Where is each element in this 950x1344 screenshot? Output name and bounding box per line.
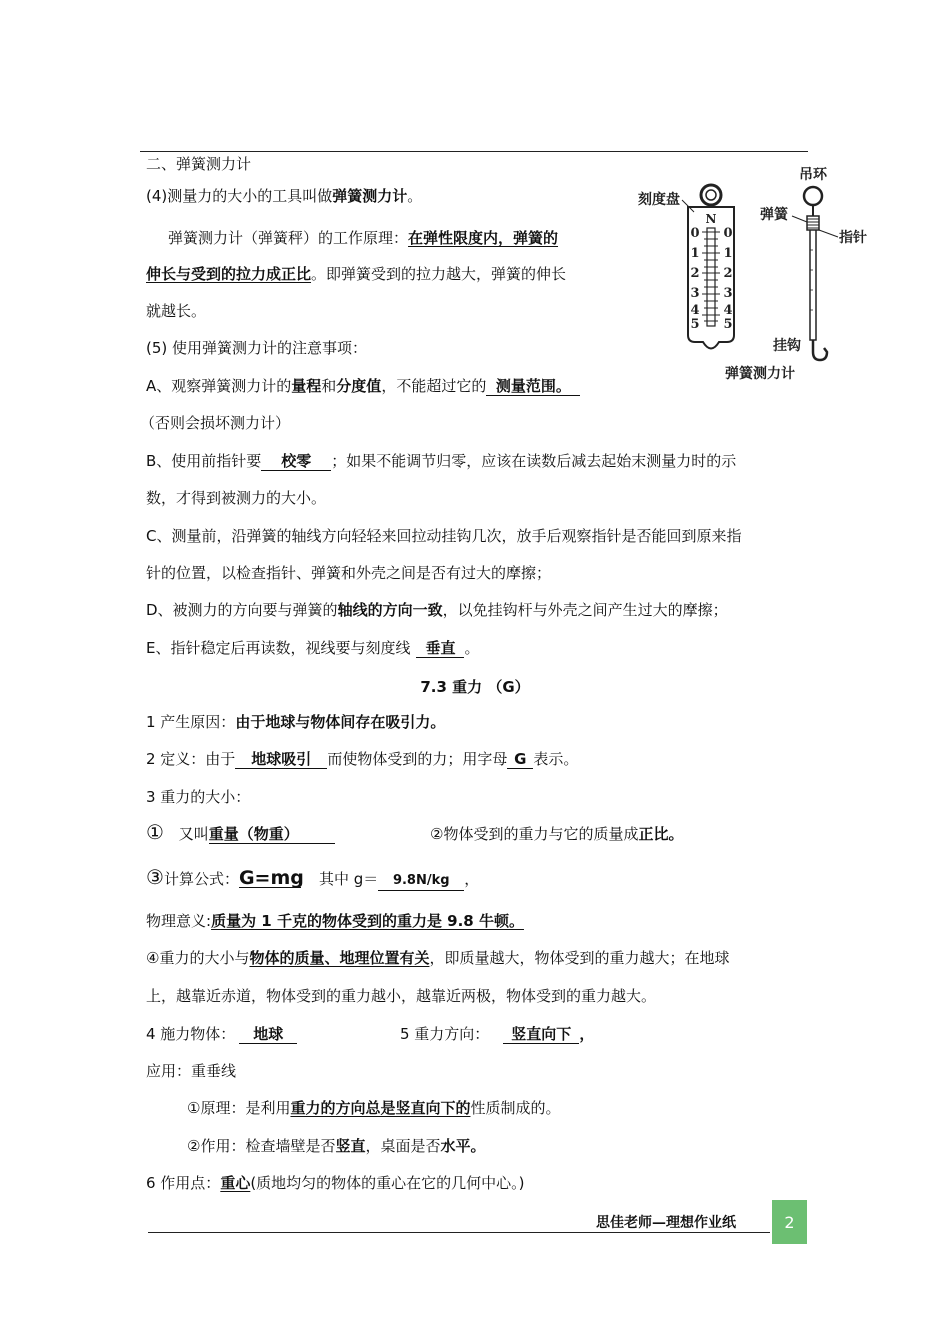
gravity-3-3-prefix: 计算公式：	[163, 870, 239, 888]
meaning-prefix: 物理意义:	[146, 912, 212, 930]
gravity-meaning	[146, 911, 524, 931]
page-number: 2	[772, 1200, 807, 1244]
gravity-2	[146, 749, 578, 769]
scale-right-5: 5	[723, 317, 733, 332]
item-d	[146, 600, 728, 620]
gravity-6-suffix: (质地均匀的物体的重心在它的几何中心。)	[250, 1174, 525, 1192]
gravity-2-blank-g: G	[507, 750, 533, 769]
scale-right-4: 4	[723, 303, 733, 318]
spring-label: 弹簧	[760, 207, 788, 223]
application-2-mid: ，桌面是否	[365, 1137, 441, 1155]
gravity-3-2	[430, 824, 683, 844]
p4-line	[146, 186, 422, 206]
scale-left-2: 2	[690, 266, 700, 281]
gravity-3-4-line2: 上，越靠近赤道，物体受到的重力越小，越靠近两极，物体受到的重力越大。	[146, 987, 657, 1005]
item-d-suffix: ，以免挂钩杆与外壳之间产生过大的摩擦；	[442, 601, 728, 619]
gravity-3-4-prefix: ④重力的大小与	[146, 949, 250, 967]
top-rule	[140, 151, 808, 152]
item-b-suffix: ；如果不能调节归零，应该在读数后减去起始末测量力时的示	[331, 452, 737, 470]
p4-prefix: (4)测量力的大小的工具叫做	[146, 187, 333, 205]
footer-text: 思佳老师—理想作业纸	[596, 1215, 736, 1231]
scale-right-1: 1	[723, 246, 733, 261]
item-a	[146, 376, 580, 396]
section-7-3-title: 7.3 重力 （G）	[420, 678, 530, 696]
gravity-4	[146, 1024, 297, 1044]
application-1-suffix: 性质制成的。	[470, 1099, 561, 1117]
item-a-range: 量程	[291, 377, 322, 395]
principle-line3: 就越长。	[146, 302, 207, 320]
item-a-prefix: A、观察弹簧测力计的	[146, 377, 292, 395]
gravity-4-blank: 地球	[239, 1025, 297, 1044]
gravity-6	[146, 1173, 525, 1193]
application-1	[187, 1098, 560, 1118]
application-1-prefix: ①原理：是利用	[187, 1099, 291, 1117]
application-2-vertical: 竖直	[335, 1137, 366, 1155]
principle-prefix: 弹簧测力计（弹簧秤）的工作原理：	[168, 229, 409, 247]
item-a-division: 分度值	[336, 377, 382, 395]
application-title: 应用：重垂线	[146, 1062, 237, 1080]
scale-left-1: 1	[690, 246, 700, 261]
scale-left-4: 4	[690, 303, 700, 318]
item-e-suffix: 。	[464, 639, 480, 657]
scale-left-5: 5	[690, 317, 700, 332]
application-2-horizontal: 水平。	[440, 1137, 486, 1155]
scale-right-2: 2	[723, 266, 733, 281]
item-d-bold: 轴线的方向一致	[337, 601, 443, 619]
gravity-1-prefix: 1 产生原因：	[146, 713, 236, 731]
gravity-3-1-blank: 重量（物重）	[209, 825, 335, 844]
item-b-blank: 校零	[261, 452, 331, 471]
circled-1: ①	[146, 820, 164, 844]
gravity-5	[400, 1024, 594, 1044]
item-a-mid: 和	[321, 377, 337, 395]
gravity-g-value: 9.8N/kg	[378, 872, 464, 891]
spring-scale-figure	[632, 160, 882, 385]
gravity-3-4-line1	[146, 948, 729, 968]
application-2-prefix: ②作用：检查墙壁是否	[187, 1137, 336, 1155]
gravity-5-suffix: ，	[579, 1025, 595, 1043]
gravity-3-3	[146, 867, 479, 891]
item-a-note: （否则会损坏测力计）	[140, 414, 291, 432]
item-b-prefix: B、使用前指针要	[146, 452, 262, 470]
principle-bold-1: 在弹性限度内，弹簧的	[408, 229, 559, 247]
spring-scale-side-drawing	[804, 187, 827, 360]
gravity-3-4-suffix: ，即质量越大，物体受到的重力越大；在地球	[429, 949, 730, 967]
gravity-2-blank: 地球吸引	[235, 750, 327, 769]
gravity-3-1-prefix: 又叫	[178, 825, 209, 843]
gravity-formula: G=mg	[238, 867, 304, 889]
gravity-3-3-mid: 其中 g＝	[318, 870, 379, 888]
item-e-blank: 垂直	[416, 639, 464, 658]
dial-label: 刻度盘	[638, 192, 680, 208]
principle-suffix: 。即弹簧受到的拉力越大，弹簧的伸长	[311, 265, 567, 283]
item-e-prefix: E、指针稳定后再读数，视线要与刻度线	[146, 639, 411, 657]
pointer-label: 指针	[839, 230, 867, 246]
item-c-line1: C、测量前，沿弹簧的轴线方向轻轻来回拉动挂钩几次，放手后观察指针是否能回到原来指	[146, 527, 742, 545]
gravity-3-4-bold: 物体的质量、地理位置有关	[249, 949, 430, 967]
scale-right-0: 0	[723, 226, 733, 241]
scale-left-3: 3	[690, 286, 700, 301]
unit-label: N	[705, 212, 717, 226]
gravity-6-prefix: 6 作用点：	[146, 1174, 221, 1192]
gravity-3-3-suffix: ，	[464, 870, 480, 888]
gravity-2-suffix: 表示。	[533, 750, 579, 768]
gravity-1	[146, 712, 445, 732]
gravity-6-bold: 重心	[220, 1174, 251, 1192]
ring-label: 吊环	[799, 167, 827, 183]
principle-line2	[146, 264, 566, 284]
figure-caption: 弹簧测力计	[725, 366, 795, 382]
p4-suffix: 。	[407, 187, 423, 205]
gravity-3-1	[146, 822, 335, 844]
gravity-4-prefix: 4 施力物体：	[146, 1025, 236, 1043]
application-1-bold: 重力的方向总是竖直向下的	[290, 1099, 471, 1117]
item-b-line2: 数，才得到被测力的大小。	[146, 489, 327, 507]
gravity-5-prefix: 5 重力方向：	[400, 1025, 490, 1043]
gravity-3: 3 重力的大小：	[146, 788, 251, 806]
item-a-mid2: ，不能超过它的	[381, 377, 487, 395]
item-d-prefix: D、被测力的方向要与弹簧的	[146, 601, 338, 619]
item-b-line1	[146, 451, 736, 471]
item-e	[146, 638, 480, 658]
gravity-1-bold: 由于地球与物体间存在吸引力。	[235, 713, 446, 731]
application-2	[187, 1136, 486, 1156]
gravity-2-mid: 而使物体受到的力；用字母	[327, 750, 508, 768]
circled-3: ③	[146, 865, 164, 889]
principle-bold-2: 伸长与受到的拉力成正比	[146, 265, 312, 283]
p4-term: 弹簧测力计	[332, 187, 408, 205]
gravity-5-blank: 竖直向下	[503, 1025, 579, 1044]
gravity-2-prefix: 2 定义：由于	[146, 750, 236, 768]
scale-right-3: 3	[723, 286, 733, 301]
principle-line1	[168, 228, 558, 248]
item-a-blank: 测量范围。	[486, 377, 580, 396]
gravity-3-2-bold: 正比。	[638, 825, 684, 843]
scale-left-0: 0	[690, 226, 700, 241]
hook-label: 挂钩	[773, 338, 801, 354]
footer-rule	[148, 1232, 770, 1233]
item-c-line2: 针的位置，以检查指针、弹簧和外壳之间是否有过大的摩擦；	[146, 564, 552, 582]
meaning-bold: 质量为 1 千克的物体受到的重力是 9.8 牛顿。	[211, 912, 524, 930]
gravity-3-2-prefix: ②物体受到的重力与它的质量成	[430, 825, 639, 843]
section-title: 二、弹簧测力计	[146, 155, 252, 173]
p5-title: (5) 使用弹簧测力计的注意事项：	[146, 339, 368, 357]
